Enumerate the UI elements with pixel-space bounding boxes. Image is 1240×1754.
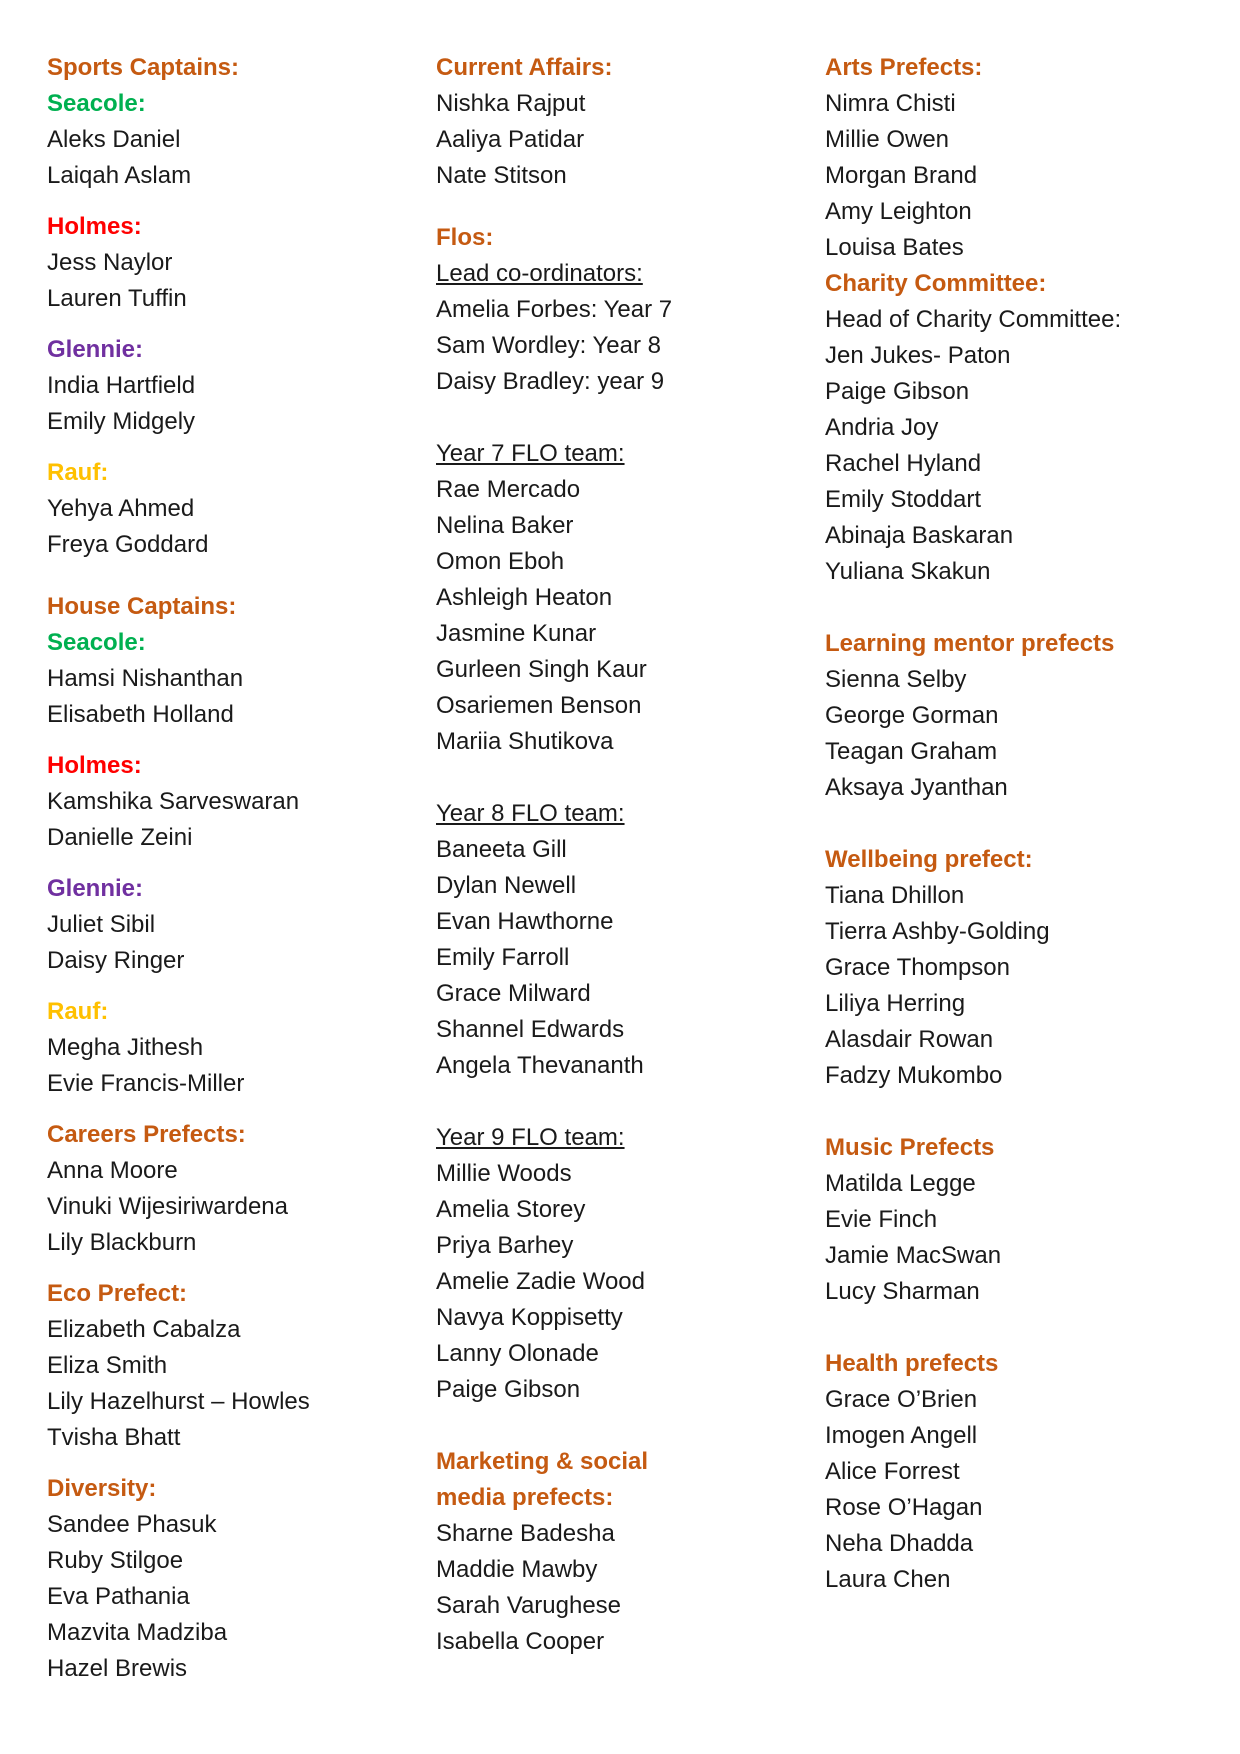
column-left [47, 50, 407, 1687]
list-item: Daisy Bradley: year 9 [436, 368, 665, 395]
list-item: Lauren Tuffin [47, 285, 187, 312]
list-item: Elisabeth Holland [47, 701, 234, 728]
list-item: Aleks Daniel [47, 126, 181, 153]
list-item: Louisa Bates [825, 234, 964, 261]
list-item: Ruby Stilgoe [47, 1547, 184, 1574]
house-label-rauf: Rauf: [47, 459, 109, 486]
list-item: Grace Milward [436, 980, 591, 1007]
house-label-glennie: Glennie: [47, 336, 144, 363]
list-item: Amelia Storey [436, 1196, 586, 1223]
column-middle [436, 50, 796, 1660]
section-house-captains [47, 589, 407, 1102]
list-item: George Gorman [825, 702, 999, 729]
list-item: India Hartfield [47, 372, 196, 399]
list-item: Emily Midgely [47, 408, 196, 435]
list-item: Laiqah Aslam [47, 162, 192, 189]
list-item: Amelie Zadie Wood [436, 1268, 645, 1295]
list-item: Alice Forrest [825, 1458, 960, 1485]
section-title: Health prefects [825, 1350, 999, 1377]
list-item: Angela Thevananth [436, 1052, 644, 1079]
section-wellbeing-prefect [825, 842, 1225, 1094]
list-item: Sarah Varughese [436, 1592, 622, 1619]
house-label-glennie: Glennie: [47, 875, 144, 902]
list-item: Abinaja Baskaran [825, 522, 1014, 549]
list-item: Dylan Newell [436, 872, 577, 899]
column-right [825, 50, 1225, 1598]
section-title: Learning mentor prefects [825, 630, 1115, 657]
section-music-prefects [825, 1130, 1225, 1310]
list-item: Paige Gibson [825, 378, 970, 405]
list-item: Shannel Edwards [436, 1016, 625, 1043]
list-item: Evan Hawthorne [436, 908, 614, 935]
list-item: Grace O’Brien [825, 1386, 978, 1413]
section-health-prefects [825, 1346, 1225, 1598]
section-title: Eco Prefect: [47, 1280, 188, 1307]
house-label-holmes: Holmes: [47, 752, 142, 779]
subheading-lead-coordinators: Lead co-ordinators: [436, 260, 643, 287]
subheading-year9-team: Year 9 FLO team: [436, 1124, 625, 1151]
list-item: Lucy Sharman [825, 1278, 980, 1305]
section-diversity [47, 1471, 407, 1687]
list-item: Jasmine Kunar [436, 620, 597, 647]
list-item: Millie Owen [825, 126, 950, 153]
list-item: Mazvita Madziba [47, 1619, 228, 1646]
list-item: Navya Koppisetty [436, 1304, 623, 1331]
list-item: Aaliya Patidar [436, 126, 585, 153]
list-item: Eliza Smith [47, 1352, 168, 1379]
list-item: Mariia Shutikova [436, 728, 614, 755]
list-item: Evie Finch [825, 1206, 938, 1233]
list-item: Freya Goddard [47, 531, 209, 558]
section-title: Wellbeing prefect: [825, 846, 1033, 873]
section-title: Arts Prefects: [825, 54, 983, 81]
list-item: Lily Blackburn [47, 1229, 197, 1256]
house-label-holmes: Holmes: [47, 213, 142, 240]
section-learning-mentor-prefects [825, 626, 1225, 806]
list-item: Jen Jukes- Paton [825, 342, 1011, 369]
list-item: Megha Jithesh [47, 1034, 204, 1061]
section-title: Music Prefects [825, 1134, 995, 1161]
list-item: Elizabeth Cabalza [47, 1316, 241, 1343]
list-item: Andria Joy [825, 414, 939, 441]
section-eco-prefect [47, 1276, 407, 1456]
section-title: Careers Prefects: [47, 1121, 246, 1148]
list-item: Tiana Dhillon [825, 882, 965, 909]
list-item: Baneeta Gill [436, 836, 567, 863]
list-item: Rae Mercado [436, 476, 581, 503]
list-item: Grace Thompson [825, 954, 1010, 981]
list-item: Rose O’Hagan [825, 1494, 983, 1521]
list-item: Morgan Brand [825, 162, 978, 189]
list-item: Fadzy Mukombo [825, 1062, 1003, 1089]
list-item: Sam Wordley: Year 8 [436, 332, 662, 359]
section-title: Charity Committee: [825, 270, 1047, 297]
list-item: Liliya Herring [825, 990, 966, 1017]
list-item: Sharne Badesha [436, 1520, 615, 1547]
list-item: Gurleen Singh Kaur [436, 656, 647, 683]
section-title: media prefects: [436, 1484, 614, 1511]
subheading-head-of-charity: Head of Charity Committee: [825, 306, 1122, 333]
list-item: Yehya Ahmed [47, 495, 195, 522]
list-item: Juliet Sibil [47, 911, 156, 938]
list-item: Lanny Olonade [436, 1340, 599, 1367]
list-item: Hazel Brewis [47, 1655, 188, 1682]
list-item: Emily Farroll [436, 944, 570, 971]
section-title: Marketing & social [436, 1448, 649, 1475]
list-item: Teagan Graham [825, 738, 998, 765]
list-item: Rachel Hyland [825, 450, 982, 477]
list-item: Tierra Ashby-Golding [825, 918, 1050, 945]
list-item: Aksaya Jyanthan [825, 774, 1008, 801]
list-item: Imogen Angell [825, 1422, 978, 1449]
list-item: Amy Leighton [825, 198, 972, 225]
list-item: Danielle Zeini [47, 824, 193, 851]
list-item: Sandee Phasuk [47, 1511, 217, 1538]
list-item: Paige Gibson [436, 1376, 581, 1403]
list-item: Vinuki Wijesiriwardena [47, 1193, 288, 1220]
list-item: Lily Hazelhurst – Howles [47, 1388, 310, 1415]
section-title: Sports Captains: [47, 54, 240, 81]
list-item: Ashleigh Heaton [436, 584, 613, 611]
list-item: Osariemen Benson [436, 692, 642, 719]
section-title: House Captains: [47, 593, 237, 620]
list-item: Daisy Ringer [47, 947, 185, 974]
list-item: Anna Moore [47, 1157, 178, 1184]
section-arts-prefects [825, 50, 1225, 266]
list-item: Laura Chen [825, 1566, 951, 1593]
list-item: Jamie MacSwan [825, 1242, 1002, 1269]
list-item: Amelia Forbes: Year 7 [436, 296, 673, 323]
section-title: Current Affairs: [436, 54, 613, 81]
list-item: Evie Francis-Miller [47, 1070, 245, 1097]
section-title: Flos: [436, 224, 494, 251]
list-item: Maddie Mawby [436, 1556, 598, 1583]
list-item: Priya Barhey [436, 1232, 574, 1259]
list-item: Yuliana Skakun [825, 558, 991, 585]
list-item: Nelina Baker [436, 512, 574, 539]
list-item: Hamsi Nishanthan [47, 665, 244, 692]
section-flos [436, 220, 796, 1408]
list-item: Sienna Selby [825, 666, 967, 693]
section-sports-captains [47, 50, 407, 563]
house-label-rauf: Rauf: [47, 998, 109, 1025]
list-item: Kamshika Sarveswaran [47, 788, 300, 815]
house-label-seacole: Seacole: [47, 90, 146, 117]
list-item: Matilda Legge [825, 1170, 976, 1197]
house-label-seacole: Seacole: [47, 629, 146, 656]
list-item: Jess Naylor [47, 249, 173, 276]
list-item: Eva Pathania [47, 1583, 190, 1610]
list-item: Alasdair Rowan [825, 1026, 994, 1053]
subheading-year8-team: Year 8 FLO team: [436, 800, 625, 827]
list-item: Nate Stitson [436, 162, 567, 189]
list-item: Emily Stoddart [825, 486, 982, 513]
section-careers-prefects [47, 1117, 407, 1261]
list-item: Nishka Rajput [436, 90, 586, 117]
section-marketing-prefects [436, 1444, 796, 1660]
list-item: Millie Woods [436, 1160, 572, 1187]
list-item: Nimra Chisti [825, 90, 956, 117]
list-item: Omon Eboh [436, 548, 565, 575]
section-charity-committee [825, 266, 1225, 590]
section-title: Diversity: [47, 1475, 157, 1502]
subheading-year7-team: Year 7 FLO team: [436, 440, 625, 467]
list-item: Isabella Cooper [436, 1628, 605, 1655]
list-item: Tvisha Bhatt [47, 1424, 181, 1451]
section-current-affairs [436, 50, 796, 194]
list-item: Neha Dhadda [825, 1530, 974, 1557]
